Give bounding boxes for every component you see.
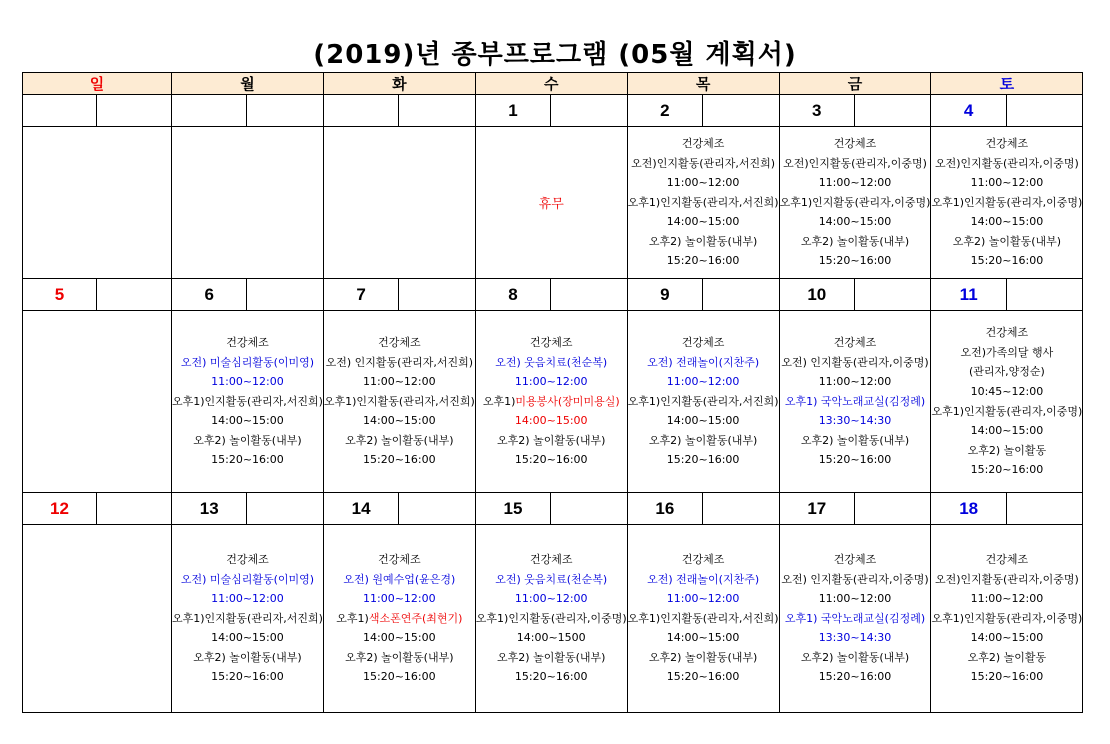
date-cell: 11 (931, 279, 1006, 311)
date-cell (172, 95, 247, 127)
schedule-line: 오후2) 놀이활동(내부) (800, 650, 910, 664)
date-cell: 13 (172, 493, 247, 525)
date-note-cell (854, 95, 930, 127)
schedule-line: 15:20~16:00 (211, 453, 284, 467)
week-schedule-row (23, 311, 1083, 493)
schedule-line: 오후2) 놀이활동(내부) (800, 234, 910, 248)
weekday-header-tue: 화 (323, 73, 475, 95)
schedule-line: 오후2) 놀이활동(내부) (648, 433, 758, 447)
day-schedule-cell (172, 311, 324, 493)
schedule-line: 오후2) 놀이활동(내부) (345, 650, 454, 664)
date-cell: 7 (323, 279, 398, 311)
week-schedule-row (23, 127, 1083, 279)
weekday-header-thu: 목 (627, 73, 779, 95)
schedule-line: 건강체조 (529, 552, 573, 566)
day-schedule-cell (23, 525, 172, 713)
date-note-cell (551, 493, 627, 525)
day-schedule-cell (172, 127, 324, 279)
schedule-line: 14:00~15:00 (211, 414, 284, 428)
schedule-line: (관리자,양정순) (968, 365, 1045, 379)
date-cell: 18 (931, 493, 1006, 525)
schedule-line (476, 392, 627, 412)
schedule-line: 오후1)인지활동(관리자,이중명) (475, 611, 627, 625)
day-schedule-cell (627, 311, 779, 493)
schedule-line: 오후1)인지활동(관리자,이중명) (779, 195, 931, 209)
monthly-schedule-table (22, 72, 1083, 713)
date-cell: 15 (475, 493, 550, 525)
schedule-line: 오전) 인지활동(관리자,이중명) (781, 572, 929, 586)
schedule-line: 오전) 미술심리활동(이미영) (180, 355, 315, 369)
schedule-line: 14:00~15:00 (818, 215, 892, 229)
schedule-line: 11:00~12:00 (363, 592, 436, 606)
schedule-line: 건강체조 (681, 552, 725, 566)
schedule-line: 11:00~12:00 (211, 375, 284, 389)
day-schedule-cell (779, 311, 931, 493)
schedule-line: 14:00~15:00 (363, 414, 436, 428)
schedule-line: 11:00~12:00 (818, 176, 892, 190)
schedule-line: 건강체조 (985, 136, 1029, 150)
schedule-line: 11:00~12:00 (514, 592, 588, 606)
schedule-line: 건강체조 (985, 552, 1029, 566)
schedule-line: 14:00~15:00 (211, 631, 284, 645)
schedule-line: 15:20~16:00 (666, 254, 740, 268)
day-schedule-cell (779, 525, 931, 713)
schedule-line: 오전) 웃음치료(천순복) (495, 355, 608, 369)
schedule-line: 14:00~15:00 (666, 414, 740, 428)
schedule-line: 14:00~1500 (516, 631, 586, 645)
schedule-line: 오후2) 놀이활동 (967, 443, 1047, 457)
date-note-cell (247, 493, 323, 525)
day-schedule-cell (23, 311, 172, 493)
day-schedule-cell (779, 127, 931, 279)
schedule-line: 건강체조 (226, 552, 269, 566)
weekday-header-fri: 금 (779, 73, 931, 95)
date-cell (23, 95, 97, 127)
schedule-line: 오후1)인지활동(관리자,서진희) (627, 611, 779, 625)
week-schedule-row (23, 525, 1083, 713)
schedule-line: 11:00~12:00 (666, 375, 740, 389)
schedule-line: 오전) 인지활동(관리자,이중명) (781, 355, 929, 369)
schedule-line: 건강체조 (833, 136, 877, 150)
schedule-line: 오후1)인지활동(관리자,서진희) (172, 611, 323, 625)
day-schedule-cell (931, 311, 1083, 493)
schedule-line: 건강체조 (378, 335, 421, 349)
schedule-line: 15:20~16:00 (970, 254, 1044, 268)
date-note-cell (1006, 279, 1082, 311)
schedule-line: 오후1)인지활동(관리자,이중명) (931, 195, 1083, 209)
schedule-line: 오전) 원예수업(윤은경) (343, 572, 456, 586)
day-schedule-cell (931, 525, 1083, 713)
schedule-line: 11:00~12:00 (666, 592, 740, 606)
day-schedule-cell (323, 127, 475, 279)
schedule-line: 10:45~12:00 (970, 384, 1044, 398)
schedule-line: 건강체조 (833, 552, 877, 566)
schedule-line: 건강체조 (681, 136, 725, 150)
schedule-line (324, 609, 475, 629)
schedule-line: 건강체조 (985, 326, 1029, 340)
day-schedule-cell (627, 127, 779, 279)
schedule-line: 오전)인지활동(관리자,이중명) (934, 156, 1079, 170)
schedule-line: 오후2) 놀이활동(내부) (193, 433, 302, 447)
schedule-line: 11:00~12:00 (363, 375, 436, 389)
schedule-line: 15:20~16:00 (514, 670, 588, 684)
schedule-line: 15:20~16:00 (363, 453, 436, 467)
week-date-row (23, 279, 1083, 311)
date-cell: 1 (475, 95, 550, 127)
schedule-line: 14:00~15:00 (514, 414, 588, 428)
schedule-line: 15:20~16:00 (666, 453, 740, 467)
date-cell: 14 (323, 493, 398, 525)
date-note-cell (97, 279, 172, 311)
schedule-line: 11:00~12:00 (211, 592, 284, 606)
schedule-line: 건강체조 (529, 335, 573, 349)
schedule-line: 오후2) 놀이활동(내부) (952, 234, 1062, 248)
schedule-line: 오후1)인지활동(관리자,이중명) (931, 404, 1083, 418)
schedule-line: 14:00~15:00 (970, 215, 1044, 229)
page-title: (2019)년 종부프로그램 (05월 계획서) (313, 40, 797, 70)
day-schedule-cell (475, 311, 627, 493)
schedule-line: 오후2) 놀이활동(내부) (497, 650, 606, 664)
schedule-line: 오전) 전래놀이(지찬주) (647, 572, 760, 586)
date-note-cell (399, 493, 475, 525)
schedule-line: 오후1) 국악노래교실(김정례) (784, 394, 926, 408)
date-cell: 8 (475, 279, 550, 311)
date-note-cell (551, 279, 627, 311)
schedule-line: 오전) 전래놀이(지찬주) (647, 355, 760, 369)
date-cell: 3 (779, 95, 854, 127)
weekday-header-sat: 토 (931, 73, 1083, 95)
schedule-line: 오전)인지활동(관리자,이중명) (934, 572, 1079, 586)
schedule-line: 오후1)인지활동(관리자,서진희) (172, 394, 323, 408)
schedule-line: 14:00~15:00 (666, 215, 740, 229)
day-schedule-cell (323, 525, 475, 713)
schedule-line: 오후1) 국악노래교실(김정례) (784, 611, 926, 625)
schedule-line: 건강체조 (681, 335, 725, 349)
schedule-line: 15:20~16:00 (666, 670, 740, 684)
schedule-line: 13:30~14:30 (818, 414, 892, 428)
date-note-cell (703, 95, 779, 127)
date-note-cell (97, 95, 172, 127)
schedule-line: 14:00~15:00 (970, 631, 1044, 645)
schedule-line: 오후2) 놀이활동(내부) (800, 433, 910, 447)
date-note-cell (854, 279, 930, 311)
schedule-line: 13:30~14:30 (818, 631, 892, 645)
schedule-line: 오후1)인지활동(관리자,이중명) (931, 611, 1083, 625)
date-note-cell (399, 95, 475, 127)
schedule-line: 14:00~15:00 (363, 631, 436, 645)
date-note-cell (703, 279, 779, 311)
date-cell: 16 (627, 493, 702, 525)
schedule-line: 15:20~16:00 (818, 453, 892, 467)
schedule-line: 15:20~16:00 (514, 453, 588, 467)
date-note-cell (247, 95, 323, 127)
schedule-line: 15:20~16:00 (363, 670, 436, 684)
date-note-cell (551, 95, 627, 127)
schedule-line: 11:00~12:00 (818, 592, 892, 606)
schedule-line: 오후2) 놀이활동(내부) (648, 650, 758, 664)
date-cell: 17 (779, 493, 854, 525)
weekday-header-row (23, 73, 1083, 95)
schedule-line: 오전)가족의달 행사 (960, 345, 1054, 359)
schedule-line: 11:00~12:00 (970, 176, 1044, 190)
schedule-line: 11:00~12:00 (514, 375, 588, 389)
date-cell (323, 95, 398, 127)
schedule-line-prefix: 오후1) (482, 394, 516, 408)
date-cell: 6 (172, 279, 247, 311)
day-schedule-cell (23, 127, 172, 279)
weekday-header-sun: 일 (23, 73, 172, 95)
holiday-label: 휴무 (538, 197, 564, 212)
date-note-cell (97, 493, 172, 525)
date-note-cell (1006, 493, 1082, 525)
day-schedule-cell (323, 311, 475, 493)
schedule-line: 오전) 미술심리활동(이미영) (180, 572, 315, 586)
date-note-cell (247, 279, 323, 311)
weekday-header-mon: 월 (172, 73, 324, 95)
schedule-line: 15:20~16:00 (818, 670, 892, 684)
date-cell: 12 (23, 493, 97, 525)
schedule-line-prefix: 오후1) (336, 611, 369, 625)
schedule-line: 11:00~12:00 (970, 592, 1044, 606)
schedule-line: 15:20~16:00 (970, 463, 1044, 477)
schedule-line: 오후2) 놀이활동(내부) (345, 433, 454, 447)
schedule-line: 15:20~16:00 (818, 254, 892, 268)
date-note-cell (399, 279, 475, 311)
day-schedule-cell (475, 127, 627, 279)
date-note-cell (1006, 95, 1082, 127)
schedule-line: 11:00~12:00 (818, 375, 892, 389)
schedule-line: 오후1)인지활동(관리자,서진희) (627, 195, 779, 209)
schedule-line: 오전) 웃음치료(천순복) (495, 572, 608, 586)
week-date-row (23, 95, 1083, 127)
schedule-line: 오전)인지활동(관리자,이중명) (783, 156, 927, 170)
date-cell: 2 (627, 95, 702, 127)
schedule-line: 오후1)인지활동(관리자,서진희) (627, 394, 779, 408)
day-schedule-cell (931, 127, 1083, 279)
date-cell: 9 (627, 279, 702, 311)
date-cell: 10 (779, 279, 854, 311)
date-cell: 5 (23, 279, 97, 311)
day-schedule-cell (172, 525, 324, 713)
schedule-line: 오후1)인지활동(관리자,서진희) (323, 394, 475, 408)
schedule-line: 15:20~16:00 (211, 670, 284, 684)
schedule-line: 오후2) 놀이활동(내부) (648, 234, 758, 248)
day-schedule-cell (475, 525, 627, 713)
schedule-line: 오후2) 놀이활동 (967, 650, 1047, 664)
schedule-line: 건강체조 (378, 552, 421, 566)
schedule-line: 오후2) 놀이활동(내부) (193, 650, 302, 664)
schedule-line: 오후2) 놀이활동(내부) (497, 433, 606, 447)
day-schedule-cell (627, 525, 779, 713)
schedule-line: 11:00~12:00 (666, 176, 740, 190)
weekday-header-wed: 수 (475, 73, 627, 95)
date-cell: 4 (931, 95, 1006, 127)
date-note-cell (854, 493, 930, 525)
schedule-line: 오전)인지활동(관리자,서진희) (631, 156, 776, 170)
schedule-line: 15:20~16:00 (970, 670, 1044, 684)
date-note-cell (703, 493, 779, 525)
schedule-line-activity: 미용봉사(장미미용실) (515, 394, 620, 408)
schedule-line: 14:00~15:00 (666, 631, 740, 645)
schedule-line-activity: 색소폰연주(최현기) (368, 611, 463, 625)
schedule-line: 오전) 인지활동(관리자,서진희) (325, 355, 474, 369)
week-date-row (23, 493, 1083, 525)
schedule-line: 건강체조 (833, 335, 877, 349)
schedule-line: 건강체조 (226, 335, 269, 349)
schedule-line: 14:00~15:00 (970, 424, 1044, 438)
